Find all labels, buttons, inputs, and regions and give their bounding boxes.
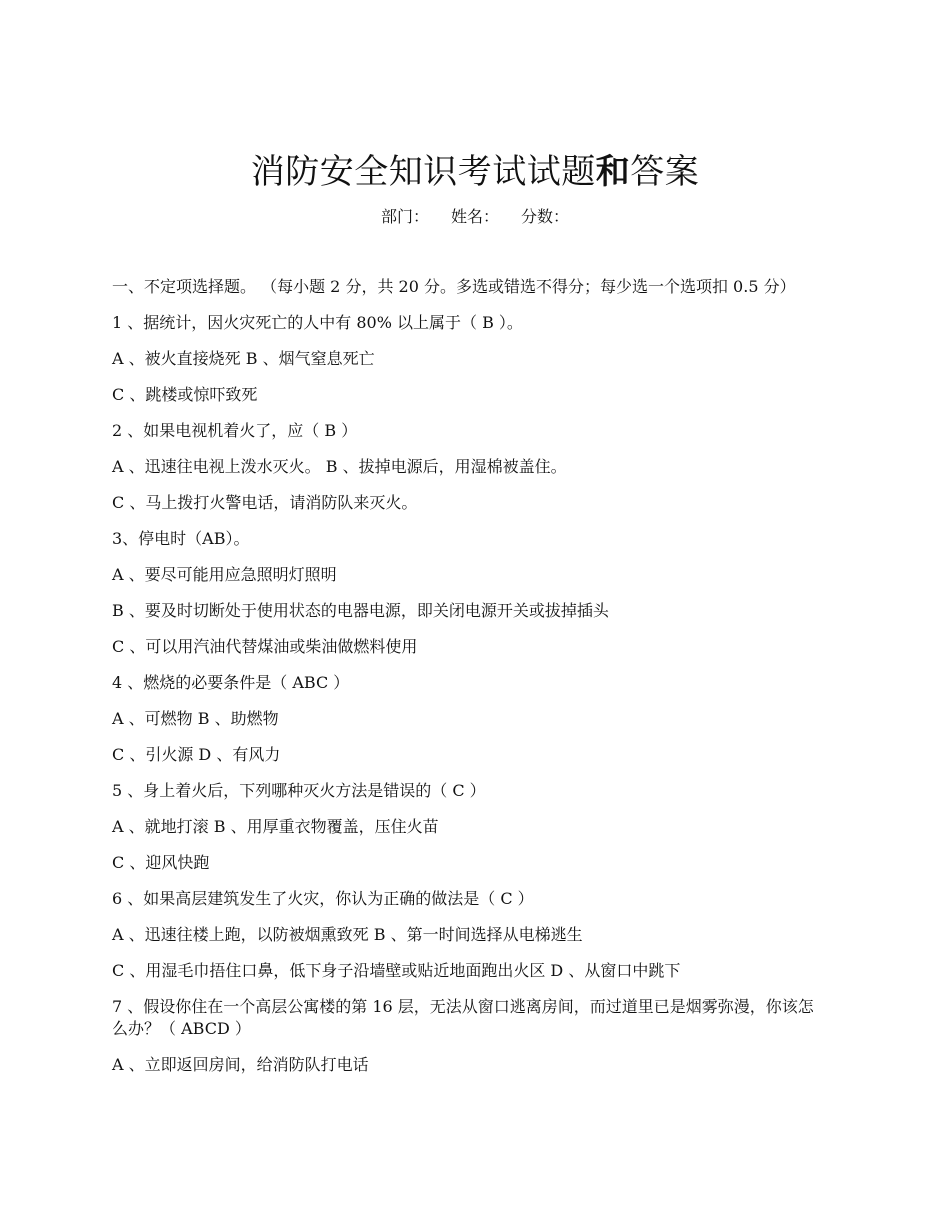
option-line: A 、可燃物 B 、助燃物 bbox=[112, 709, 279, 728]
question-4: 4 、燃烧的必要条件是（ ABC ） bbox=[112, 673, 350, 692]
question-list bbox=[112, 276, 828, 1090]
document-title bbox=[0, 148, 950, 196]
question-5: 5 、身上着火后，下列哪种灭火方法是错误的（ C ） bbox=[112, 781, 486, 800]
option-line: A 、要尽可能用应急照明灯照明 bbox=[112, 565, 337, 584]
option-line: C 、引火源 D 、有风力 bbox=[112, 745, 281, 764]
option-line: A 、迅速往电视上泼水灭火。 B 、拔掉电源后，用湿棉被盖住。 bbox=[112, 457, 567, 476]
question-2: 2 、如果电视机着火了，应（ B ） bbox=[112, 421, 358, 440]
exam-info-line bbox=[0, 205, 950, 229]
option-line: C 、用湿毛巾捂住口鼻，低下身子沿墙壁或贴近地面跑出火区 D 、从窗口中跳下 bbox=[112, 961, 681, 980]
title-part-2: 和 bbox=[595, 152, 631, 192]
option-line: A 、被火直接烧死 B 、烟气窒息死亡 bbox=[112, 349, 375, 368]
option-line: A 、迅速往楼上跑，以防被烟熏致死 B 、第一时间选择从电梯逃生 bbox=[112, 925, 583, 944]
option-line: C 、迎风快跑 bbox=[112, 853, 210, 872]
section-heading: 一、不定项选择题。 （每小题 2 分，共 20 分。多选或错选不得分；每少选一个选项扣 0.5 分） bbox=[112, 277, 796, 296]
option-line: C 、跳楼或惊吓致死 bbox=[112, 385, 258, 404]
question-7: 7 、假设你住在一个高层公寓楼的第 16 层，无法从窗口逃离房间，而过道里已是烟雾弥漫，你该怎么办？（ ABCD ） bbox=[112, 997, 814, 1038]
option-line: A 、就地打滚 B 、用厚重衣物覆盖，压住火苗 bbox=[112, 817, 439, 836]
option-line: C 、可以用汽油代替煤油或柴油做燃料使用 bbox=[112, 637, 418, 656]
option-line: A 、立即返回房间，给消防队打电话 bbox=[112, 1055, 369, 1074]
name-label: 姓名： bbox=[450, 207, 499, 226]
option-line: B 、要及时切断处于使用状态的电器电源，即关闭电源开关或拔掉插头 bbox=[112, 601, 609, 620]
question-6: 6 、如果高层建筑发生了火灾，你认为正确的做法是（ C ） bbox=[112, 889, 534, 908]
question-3: 3、停电时（AB）。 bbox=[112, 529, 250, 548]
title-part-3: 答案 bbox=[630, 152, 700, 192]
department-label: 部门： bbox=[380, 207, 429, 226]
option-line: C 、马上拨打火警电话，请消防队来灭火。 bbox=[112, 493, 418, 512]
title-part-1: 消防安全知识考试试题 bbox=[250, 152, 596, 192]
question-1: 1 、据统计，因火灾死亡的人中有 80% 以上属于（ B ）。 bbox=[112, 313, 523, 332]
score-label: 分数： bbox=[521, 207, 570, 226]
